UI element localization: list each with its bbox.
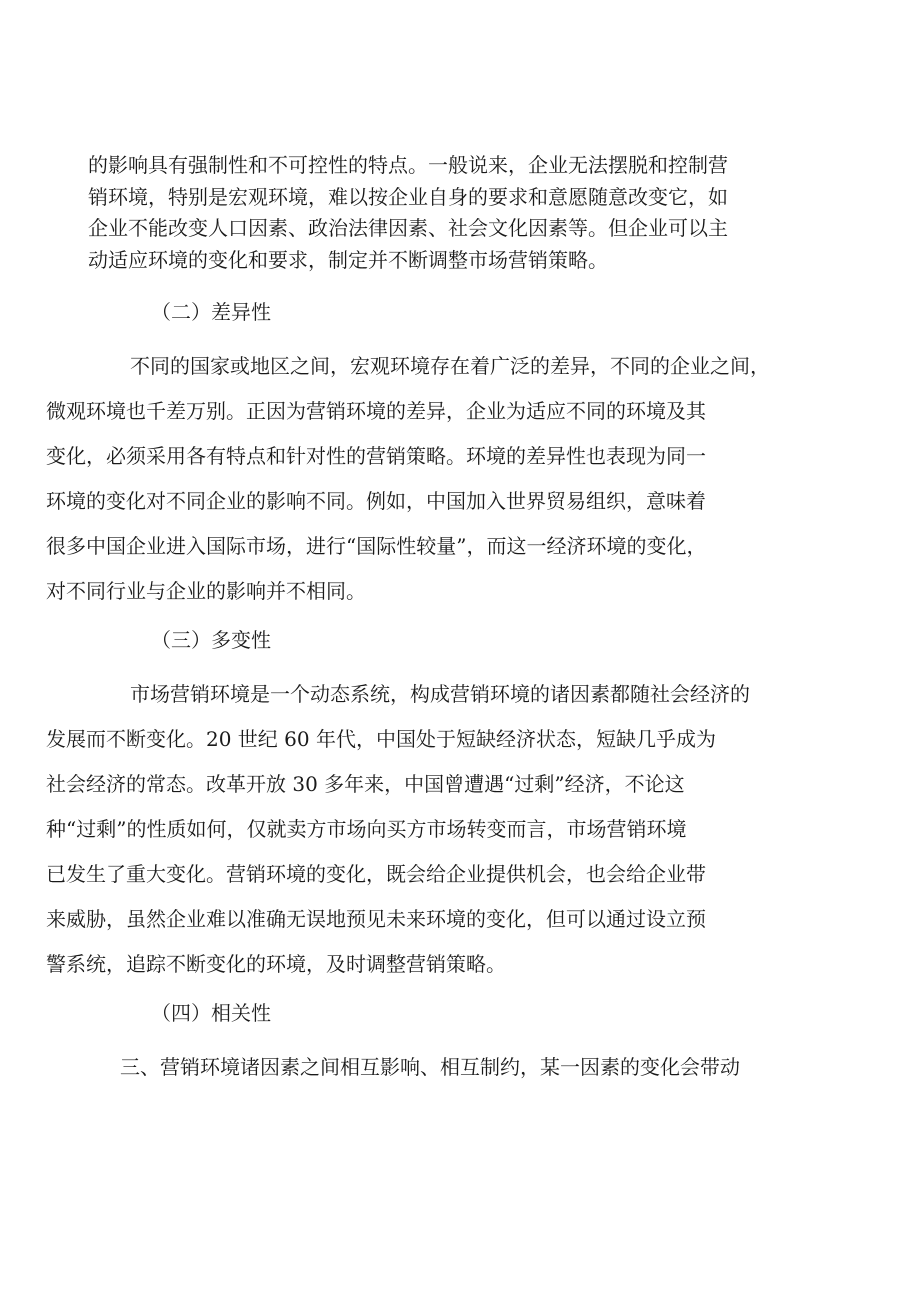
text-line: 对不同行业与企业的影响并不相同。 xyxy=(46,579,366,603)
text-line: 社会经济的常态。改革开放 30 多年来，中国曾遭遇“过剩”经济，不论这 xyxy=(46,772,685,796)
text-line: 企业不能改变人口因素、政治法律因素、社会文化因素等。但企业可以主 xyxy=(88,216,728,240)
text-line: 警系统，追踪不断变化的环境，及时调整营销策略。 xyxy=(46,952,506,976)
intro-paragraph xyxy=(88,150,840,276)
text-line: 来威胁，虽然企业难以准确无误地预见未来环境的变化，但可以通过设立预 xyxy=(46,907,706,931)
text-line: 发展而不断变化。20 世纪 60 年代，中国处于短缺经济状态，短缺几乎成为 xyxy=(46,727,716,751)
differences-paragraph xyxy=(46,344,840,614)
text-line: 变化，必须采用各有特点和针对性的营销策略。环境的差异性也表现为同一 xyxy=(46,444,706,468)
text-line: 市场营销环境是一个动态系统，构成营销环境的诸因素都随社会经济的 xyxy=(130,682,750,706)
document-page xyxy=(46,150,840,1090)
section-heading-correlation: （四）相关性 xyxy=(151,1001,271,1025)
text-line: 种“过剩”的性质如何，仅就卖方市场向买方市场转变而言，市场营销环境 xyxy=(46,817,687,841)
text-line: 环境的变化对不同企业的影响不同。例如，中国加入世界贸易组织，意味着 xyxy=(46,489,706,513)
text-line: 很多中国企业进入国际市场，进行“国际性较量”，而这一经济环境的变化， xyxy=(46,534,707,558)
text-line: 已发生了重大变化。营销环境的变化，既会给企业提供机会，也会给企业带 xyxy=(46,862,706,886)
text-line: 三、营销环境诸因素之间相互影响、相互制约，某一因素的变化会带动 xyxy=(120,1055,740,1079)
text-line: 动适应环境的变化和要求，制定并不断调整市场营销策略。 xyxy=(88,247,608,272)
section-heading-variability: （三）多变性 xyxy=(151,628,271,652)
text-line: 不同的国家或地区之间，宏观环境存在着广泛的差异，不同的企业之间， xyxy=(130,354,770,378)
correlation-paragraph xyxy=(88,1045,840,1090)
text-line: 微观环境也千差万别。正因为营销环境的差异，企业为适应不同的环境及其 xyxy=(46,399,706,423)
section-heading-differences: （二）差异性 xyxy=(151,300,271,324)
variability-paragraph xyxy=(46,672,840,987)
text-line: 销环境，特别是宏观环境，难以按企业自身的要求和意愿随意改变它，如 xyxy=(88,184,728,209)
text-line: 的影响具有强制性和不可控性的特点。一般说来，企业无法摆脱和控制营 xyxy=(88,153,728,177)
